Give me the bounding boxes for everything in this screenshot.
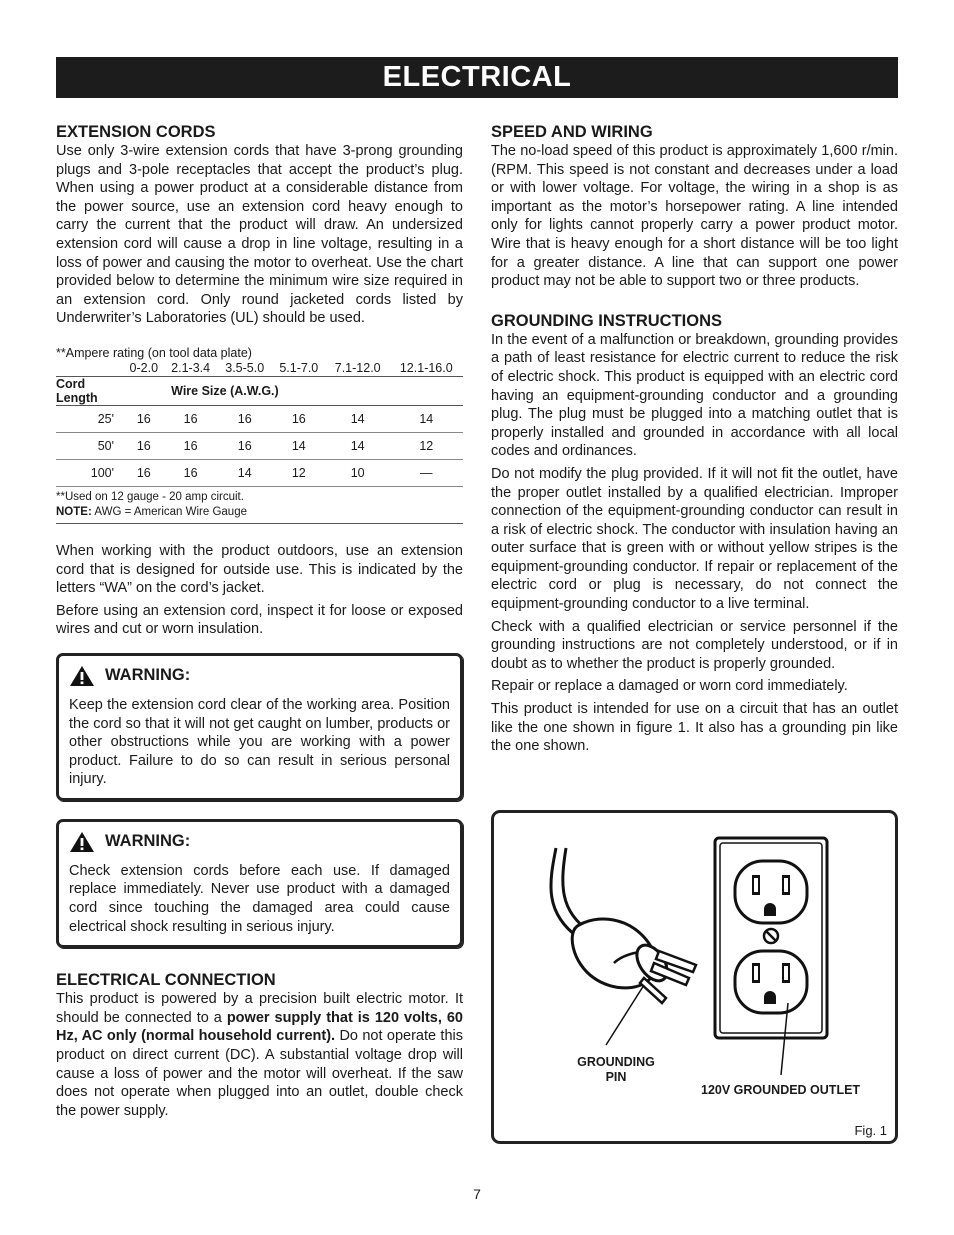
ampere-values-row: [56, 360, 463, 377]
section-electrical-connection: [56, 970, 463, 1120]
wire-size-cell: 16: [124, 459, 164, 486]
amp-cell: 7.1-12.0: [326, 360, 390, 377]
amp-cell: 5.1-7.0: [272, 360, 326, 377]
heading-speed-wiring: SPEED AND WIRING: [491, 123, 653, 141]
extension-cords-more: [56, 542, 463, 639]
table-header-row: [56, 376, 463, 405]
table-note-2: [56, 505, 463, 520]
wire-size-cell: 14: [326, 432, 390, 459]
section-grounding: [491, 311, 898, 756]
connection-text-bold: power supply that is 120 volts, 60 Hz, AC only (normal household current).: [56, 1009, 463, 1045]
amp-cell: 2.1-3.4: [164, 360, 218, 377]
warning-triangle-icon: [69, 665, 95, 687]
grounding-p5: This product is intended for use on a circuit that has an outlet like the one shown in figure 1. It also has a grounding pin like the one shown.: [491, 701, 898, 755]
wire-size-cell: 16: [164, 459, 218, 486]
warning-label: WARNING:: [105, 832, 191, 851]
table-row: [56, 459, 463, 486]
label-grounding-pin: [566, 1055, 666, 1085]
wire-size-cell: 16: [124, 432, 164, 459]
note-label: NOTE:: [56, 505, 92, 518]
figure-caption: Fig. 1: [854, 1123, 887, 1138]
right-column: [491, 122, 898, 774]
wire-size-cell: 16: [124, 405, 164, 432]
section-speed-wiring: [491, 122, 898, 291]
left-column: [56, 122, 463, 1138]
warning-title-1: [69, 665, 450, 687]
label-grounding-pin-line2: PIN: [605, 1070, 627, 1084]
grounding-p1: In the event of a malfunction or breakdown, grounding provides a path of least resistance for electric current to reduce the risk of electric shock. This product is equipped with an electric cord having an equipment-grounding conductor and a grounding plug. The plug must be plugged into a matching outlet that is properly installed and grounded in accordance with all local codes and ordinances.: [491, 331, 898, 460]
warning-title-2: [69, 831, 450, 853]
label-grounding-pin-line1: GROUNDING: [577, 1055, 655, 1069]
amp-cell: 12.1-16.0: [390, 360, 463, 377]
warning-triangle-icon: [69, 831, 95, 853]
table-note-1: **Used on 12 gauge - 20 amp circuit.: [56, 490, 244, 503]
speed-wiring-body: The no-load speed of this product is approximately 1,600 r/min. (RPM. This speed is not constant and decreases under a load or with lower voltage. For voltage, the wiring in a shop is as important as the motor’s horsepower rating. A line intended only for lights cannot properly carry a power product motor. Wire that is heavy enough for a short distance will be too light for a greater distance. A line that can support one power product may not be able to support two or three products.: [491, 143, 898, 290]
section-extension-cords: [56, 122, 463, 328]
wire-size-cell: 16: [164, 405, 218, 432]
amp-cell: 0-2.0: [124, 360, 164, 377]
wire-size-cell: 10: [326, 459, 390, 486]
wire-size-cell: 14: [390, 405, 463, 432]
heading-electrical-connection: ELECTRICAL CONNECTION: [56, 971, 276, 990]
connection-text-a: This product is powered by a precision built electric motor. It should be connected to a: [56, 991, 463, 1026]
grounding-p3: Check with a qualified electrician or service personnel if the grounding instructions are not completely understood, or if in doubt as to whether the product is properly grounded.: [491, 618, 898, 672]
wire-size-cell: 16: [218, 432, 272, 459]
figure-1: [491, 810, 898, 1144]
extension-cords-outdoor: When working with the product outdoors, use an extension cord that is designed for outside use. This is indicated by the letters “WA” on the cord’s jacket.: [56, 542, 463, 597]
wire-size-cell: 14: [218, 459, 272, 486]
page-title: ELECTRICAL: [56, 57, 898, 98]
connection-text-b: Do not operate this product on direct current (DC). A substantial voltage drop will cause a loss of power and the motor will overheat. If the saw does not operate when plugged into an outlet, double check the power supply.: [56, 1028, 463, 1119]
cord-length-header: Cord Length: [56, 376, 124, 405]
wire-size-cell: 14: [272, 432, 326, 459]
warning-body-1: Keep the extension cord clear of the working area. Position the cord so that it will not get caught on lumber, products or other obstructions while you are working with a power product. Failure to do so can result in serious personal injury.: [69, 696, 450, 788]
electrical-connection-body: [56, 990, 463, 1120]
wire-size-cell: 16: [164, 432, 218, 459]
grounding-p4: Repair or replace a damaged or worn cord immediately.: [491, 678, 848, 695]
grounding-p2: Do not modify the plug provided. If it will not fit the outlet, have the proper outlet installed by a qualified electrician. Improper connection of the equipment-grounding conductor can result in a risk of electric shock. The conductor with insulation having an outer surface that is green with or without yellow stripes is the equipment-grounding conductor. If repair or replacement of the electric cord or plug is necessary, do not connect the equipment-grounding conductor to a live terminal.: [491, 465, 898, 613]
table-row: [56, 432, 463, 459]
extension-cords-body: Use only 3-wire extension cords that have 3-prong grounding plugs and 3-pole receptacles that accept the product’s plug. When using a power product at a considerable distance from the power source, use an extension cord heavy enough to carry the current that the product will draw. An undersized extension cord will cause a drop in line voltage, resulting in a loss of power and causing the motor to overheat. Use the chart provided below to determine the minimum wire size required in an extension cord. Only round jacketed cords listed by Underwriter’s Laboratories (UL) should be used.: [56, 143, 463, 327]
heading-extension-cords: EXTENSION CORDS: [56, 123, 216, 141]
warning-label: WARNING:: [105, 666, 191, 685]
table-notes: [56, 487, 463, 524]
extension-cords-inspect: Before using an extension cord, inspect it for loose or exposed wires and cut or worn insulation.: [56, 602, 463, 638]
wire-size-cell: 14: [326, 405, 390, 432]
cord-length-cell: 100': [56, 459, 124, 486]
warning-body-2: Check extension cords before each use. If damaged replace immediately. Never use product with a damaged cord since touching the damaged area could cause electrical shock resulting in serious injury.: [69, 862, 450, 935]
ampere-row: [56, 346, 463, 360]
amp-cell: 3.5-5.0: [218, 360, 272, 377]
cord-length-cell: 50': [56, 432, 124, 459]
wire-size-cell: 16: [218, 405, 272, 432]
warning-box-1: [56, 653, 463, 801]
table-row: [56, 405, 463, 432]
wire-size-table: [56, 346, 463, 487]
wire-size-header: Wire Size (A.W.G.): [124, 376, 326, 405]
wire-size-cell: 12: [390, 432, 463, 459]
wire-size-cell: 16: [272, 405, 326, 432]
wire-size-cell: —: [390, 459, 463, 486]
label-grounded-outlet: 120V GROUNDED OUTLET: [701, 1083, 861, 1097]
page-number: 7: [473, 1186, 481, 1202]
cord-length-cell: 25': [56, 405, 124, 432]
ampere-rating-label: **Ampere rating (on tool data plate): [56, 345, 252, 360]
wire-size-cell: 12: [272, 459, 326, 486]
heading-grounding: GROUNDING INSTRUCTIONS: [491, 311, 722, 330]
warning-box-2: [56, 819, 463, 948]
note-text: AWG = American Wire Gauge: [91, 505, 247, 518]
